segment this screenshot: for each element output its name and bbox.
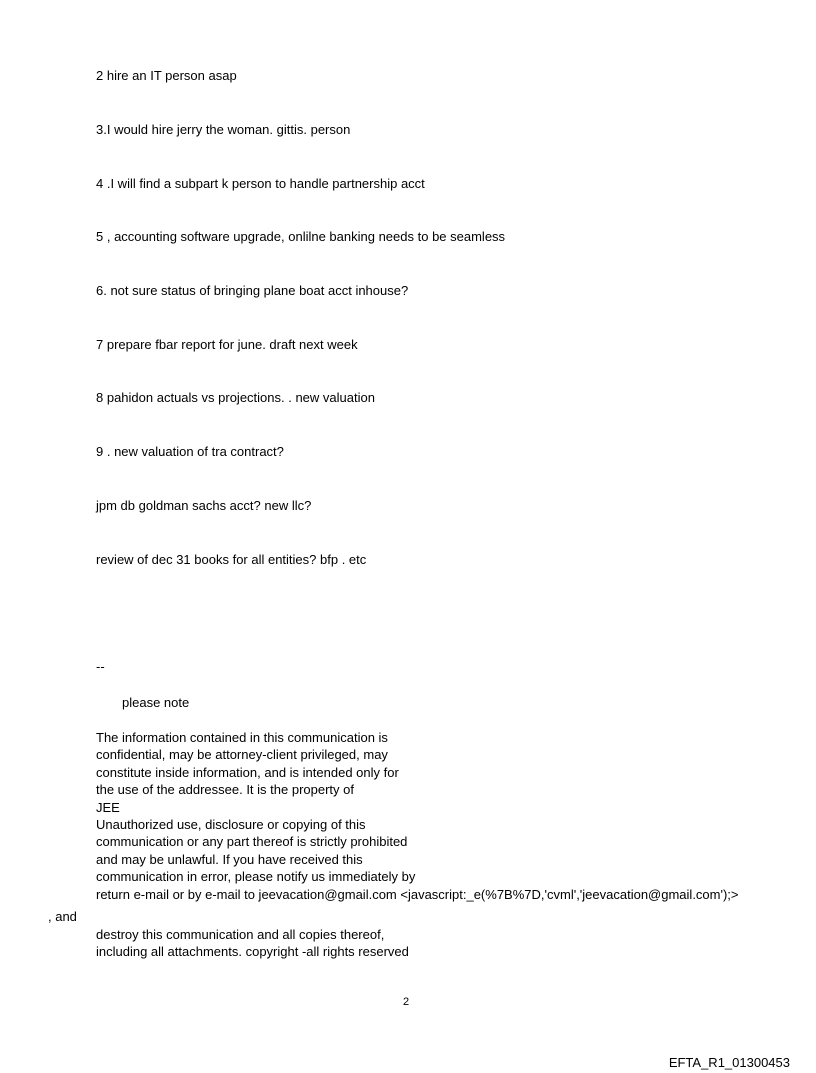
list-item: 5 , accounting software upgrade, onlilne banking needs to be seamless <box>96 229 506 244</box>
list-item: 8 pahidon actuals vs projections. . new valuation <box>96 390 375 405</box>
list-item: review of dec 31 books for all entities? bfp . etc <box>96 552 367 567</box>
disclaimer-line: destroy this communication and all copies thereof, <box>96 927 385 942</box>
disclaimer-line: communication in error, please notify us immediately by <box>96 869 416 885</box>
disclaimer-line: confidential, may be attorney-client privileged, may <box>96 747 388 763</box>
list-item: 3.I would hire jerry the woman. gittis. person <box>96 122 351 137</box>
list-item: 4 .I will find a subpart k person to handle partnership acct <box>96 176 425 191</box>
list-item: 9 . new valuation of tra contract? <box>96 444 284 459</box>
disclaimer-and: , and <box>48 909 77 924</box>
disclaimer-email-line: return e-mail or by e-mail to jeevacation@gmail.com <javascript:_e(%7B%7D,'cvml','jeevacation@gmail.com');> <box>96 886 739 902</box>
note-heading: please note <box>122 695 190 710</box>
list-item: 6. not sure status of bringing plane boat acct inhouse? <box>96 283 409 298</box>
document-id: EFTA_R1_01300453 <box>668 1055 790 1070</box>
signature-separator: -- <box>96 659 105 674</box>
list-item: 7 prepare fbar report for june. draft next week <box>96 337 358 352</box>
disclaimer-line: JEE <box>96 799 120 815</box>
disclaimer-line: including all attachments. copyright -all rights reserved <box>96 944 409 960</box>
disclaimer-line: and may be unlawful. If you have received this <box>96 851 363 867</box>
list-item: 2 hire an IT person asap <box>96 68 237 83</box>
disclaimer-line: The information contained in this communication is <box>96 730 388 745</box>
list-item: jpm db goldman sachs acct? new llc? <box>96 498 312 513</box>
disclaimer-line: constitute inside information, and is intended only for <box>96 764 399 780</box>
disclaimer-line: the use of the addressee. It is the property of <box>96 782 354 798</box>
disclaimer-line: Unauthorized use, disclosure or copying of this <box>96 817 366 833</box>
page-number: 2 <box>403 996 410 1008</box>
disclaimer-block <box>96 729 739 903</box>
disclaimer-end-block <box>96 926 409 961</box>
disclaimer-line: communication or any part thereof is strictly prohibited <box>96 834 408 850</box>
